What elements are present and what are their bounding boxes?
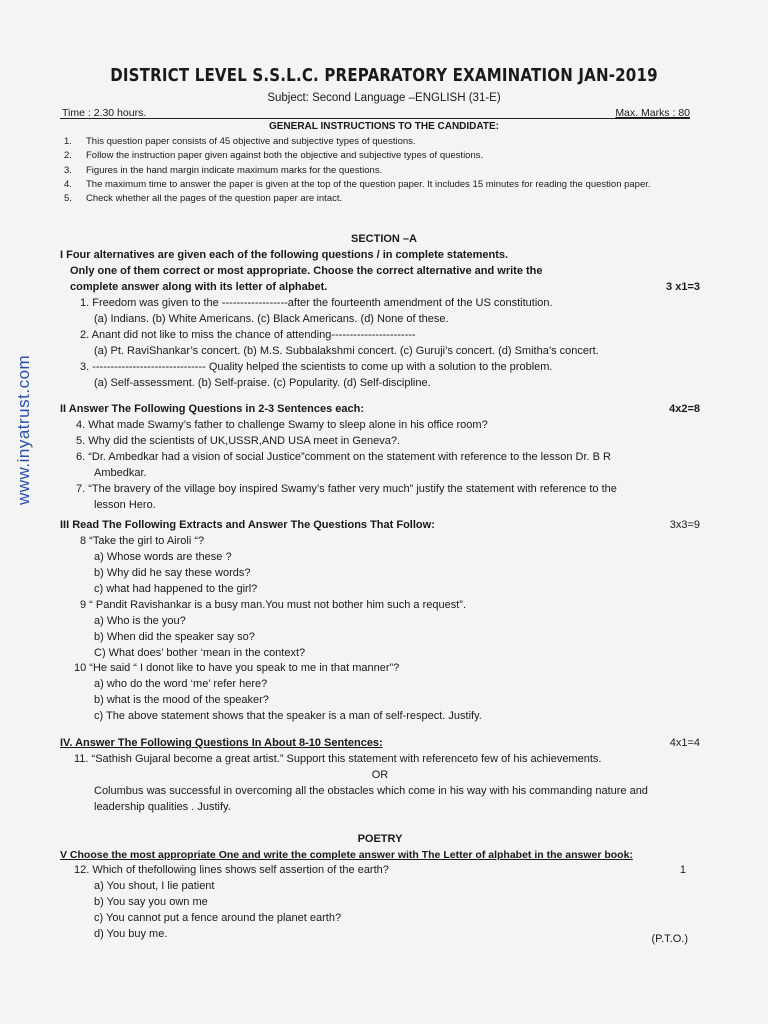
instruction-text: Check whether all the pages of the question paper are intact. <box>86 193 343 204</box>
question-12b: b) You say you own me <box>94 896 208 909</box>
question-12a: a) You shout, I lie patient <box>94 880 215 893</box>
instructions-title: GENERAL INSTRUCTIONS TO THE CANDIDATE: <box>268 121 499 132</box>
instruction-text: This question paper consists of 45 objective and subjective types of questions. <box>86 136 416 147</box>
question-10c: c) The above statement shows that the speaker is a man of self-respect. Justify. <box>94 710 482 723</box>
instruction-number: 5. <box>64 193 72 204</box>
question-12-marks: 1 <box>679 864 686 877</box>
part-2-heading: II Answer The Following Questions in 2-3 Sentences each: <box>60 403 364 415</box>
part-3-marks: 3x3=9 <box>669 519 700 531</box>
question-9: 9 “ Pandit Ravishankar is a busy man.You must not bother him such a request”. <box>80 598 467 611</box>
poetry-section <box>60 832 700 943</box>
section-a-title: SECTION –A <box>350 233 417 245</box>
instruction-item <box>60 192 700 206</box>
question-3: 3. ------------------------------- Quality helped the scientists to come up with a solution to the problem. <box>80 360 553 373</box>
question-6-cont: Ambedkar. <box>94 466 147 479</box>
exam-title: DISTRICT LEVEL S.S.L.C. PREPARATORY EXAMINATION JAN-2019 <box>110 66 658 86</box>
instruction-text: The maximum time to answer the paper is given at the top of the question paper. It includes 15 minutes for reading the question paper. <box>86 178 651 190</box>
instruction-item <box>60 135 700 149</box>
subject-line: Subject: Second Language –ENGLISH (31-E) <box>267 92 501 104</box>
question-5: 5. Why did the scientists of UK,USSR,AND USA meet in Geneva?. <box>76 434 401 447</box>
instruction-item <box>60 178 700 192</box>
instruction-number: 4. <box>64 178 72 190</box>
question-2-options: (a) Pt. RaviShankar’s concert. (b) M.S. Subbalakshmi concert. (c) Guruji’s concert. (d) Smitha’s concert. <box>94 344 599 357</box>
question-4: 4. What made Swamy’s father to challenge Swamy to sleep alone in his office room? <box>76 418 488 431</box>
or-separator: OR <box>371 768 389 781</box>
question-6: 6. “Dr. Ambedkar had a vision of social Justice”comment on the statement with reference to the lesson Dr. B R <box>76 450 611 463</box>
time-allowed: Time : 2.30 hours. <box>62 107 147 119</box>
question-1: 1. Freedom was given to the ------------------after the fourteenth amendment of the US constitution. <box>80 296 553 309</box>
part-1-heading-line: Only one of them correct or most appropriate. Choose the correct alternative and write the <box>70 264 543 277</box>
max-marks: Max. Marks : 80 <box>615 107 690 119</box>
poetry-title: POETRY <box>357 833 403 845</box>
part-3-heading: III Read The Following Extracts and Answer The Questions That Follow: <box>60 519 435 531</box>
part-4-heading: IV. Answer The Following Questions In About 8-10 Sentences: <box>60 737 383 749</box>
question-10a: a) who do the word ‘me’ refer here? <box>94 678 268 691</box>
instructions-list <box>60 135 700 206</box>
question-12c: c) You cannot put a fence around the planet earth? <box>94 911 342 924</box>
question-7-cont: lesson Hero. <box>94 498 156 511</box>
question-9a: a) Who is the you? <box>94 614 186 627</box>
question-10: 10 “He said “ I donot like to have you speak to me in that manner”? <box>74 662 400 675</box>
header-divider <box>60 118 690 119</box>
part-5-heading: V Choose the most appropriate One and write the complete answer with The Letter of alphabet in the answer book: <box>60 848 633 861</box>
instruction-number: 1. <box>64 136 72 147</box>
instruction-item <box>60 164 700 178</box>
part-1 <box>60 248 700 391</box>
instruction-number: 2. <box>64 150 72 162</box>
instruction-text: Follow the instruction paper given against both the objective and subjective types of questions. <box>86 150 484 162</box>
question-3-options: (a) Self-assessment. (b) Self-praise. (c) Popularity. (d) Self-discipline. <box>94 376 431 389</box>
question-8a: a) Whose words are these ? <box>94 550 232 563</box>
question-2: 2. Anant did not like to miss the chance of attending----------------------- <box>80 328 416 341</box>
instruction-text: Figures in the hand margin indicate maximum marks for the questions. <box>86 164 383 176</box>
question-11-alternative: Columbus was successful in overcoming all the obstacles which come in his way with his commanding nature and <box>94 784 648 797</box>
question-10b: b) what is the mood of the speaker? <box>94 694 269 707</box>
question-9b: b) When did the speaker say so? <box>94 630 255 643</box>
part-2 <box>60 402 700 514</box>
part-4-marks: 4x1=4 <box>669 737 700 749</box>
watermark-url: www.inyatrust.com <box>14 354 33 505</box>
instruction-item <box>60 149 700 163</box>
part-1-heading-line: I Four alternatives are given each of the following questions / in complete statements. <box>60 249 509 261</box>
question-12d: d) You buy me. <box>94 927 168 940</box>
question-1-options: (a) Indians. (b) White Americans. (c) Black Americans. (d) None of these. <box>94 312 449 325</box>
question-11-alternative-cont: leadership qualities . Justify. <box>94 800 231 813</box>
part-2-marks: 4x2=8 <box>669 403 700 415</box>
question-8b: b) Why did he say these words? <box>94 566 251 579</box>
question-12: 12. Which of thefollowing lines shows self assertion of the earth? <box>74 864 389 877</box>
part-3 <box>60 518 700 725</box>
instruction-number: 3. <box>64 164 72 176</box>
question-7: 7. “The bravery of the village boy inspired Swamy’s father very much” justify the statement with reference to the <box>76 482 617 495</box>
question-9c: C) What does’ bother ‘mean in the context? <box>94 646 306 659</box>
question-8: 8 “Take the girl to Airoli “? <box>80 534 205 547</box>
part-1-heading-line: complete answer along with its letter of alphabet. <box>70 280 328 293</box>
part-1-marks: 3 x1=3 <box>666 280 700 293</box>
part-4 <box>60 736 700 816</box>
question-11: 11. “Sathish Gujaral become a great artist.” Support this statement with referenceto few of his achievements. <box>74 752 602 765</box>
please-turn-over: (P.T.O.) <box>651 933 688 945</box>
question-8c: c) what had happened to the girl? <box>94 582 258 595</box>
